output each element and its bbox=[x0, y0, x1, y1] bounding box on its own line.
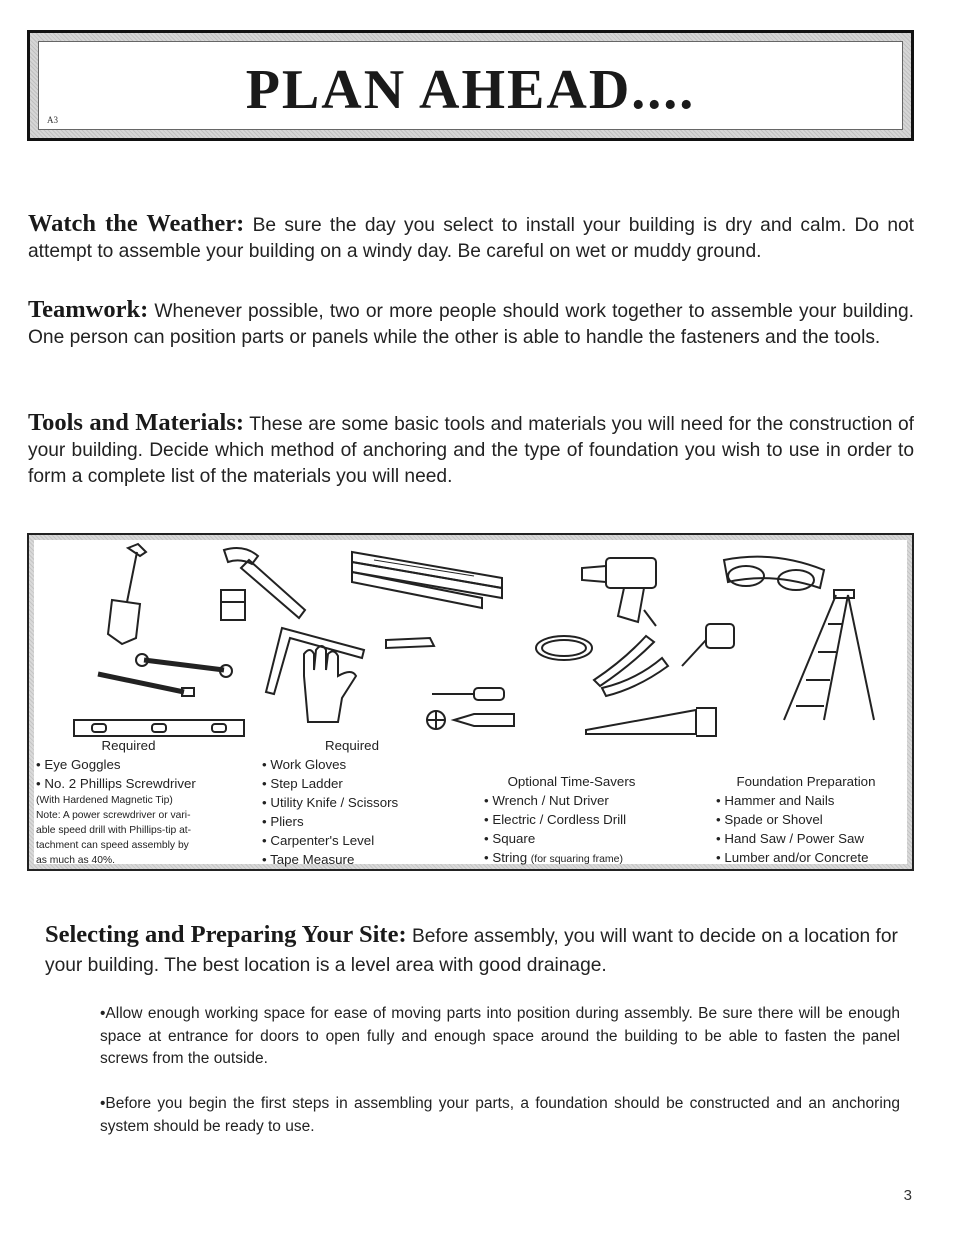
list-item: • Work Gloves bbox=[262, 757, 347, 772]
list-item: • Electric / Cordless Drill bbox=[484, 812, 627, 827]
list-item bbox=[484, 848, 704, 869]
list-item: • Pliers bbox=[262, 814, 304, 829]
weather-paragraph bbox=[28, 211, 914, 265]
list-item: • No. 2 Phillips Screwdriver bbox=[36, 776, 196, 791]
screwdriver-icon bbox=[432, 688, 504, 700]
list-item: • Hand Saw / Power Saw bbox=[716, 831, 865, 846]
optional-column bbox=[484, 772, 704, 869]
lumber-icon bbox=[352, 552, 502, 608]
section-code: A3 bbox=[47, 115, 58, 125]
list-item: • Square bbox=[484, 831, 536, 846]
nut-driver-icon bbox=[98, 674, 194, 696]
note-line: tachment can speed assembly by bbox=[36, 840, 189, 851]
list-item: • Tape Measure bbox=[262, 852, 355, 867]
string-label: • String bbox=[484, 850, 528, 865]
list-item: • Spade or Shovel bbox=[716, 812, 823, 827]
list-item: • Wrench / Nut Driver bbox=[484, 793, 609, 808]
column-header: Optional Time-Savers bbox=[507, 774, 636, 789]
required-column-1 bbox=[36, 736, 256, 868]
column-header: Required bbox=[101, 738, 156, 753]
tools-text: These are some basic tools and materials you will need for the construction of your building. Decide which method of anchoring and the type of foundation you wish to use in order to form a complete list of the materials you will need. bbox=[28, 414, 914, 487]
site-paragraph bbox=[45, 920, 905, 980]
hand-saw-icon bbox=[586, 708, 716, 736]
tools-heading: Tools and Materials: bbox=[28, 409, 245, 436]
wrench-icon bbox=[136, 654, 232, 677]
goggles-icon bbox=[724, 557, 824, 590]
note-line: able speed drill with Phillips-tip at- bbox=[36, 825, 192, 836]
title-banner bbox=[27, 30, 914, 141]
work-gloves-icon bbox=[304, 646, 356, 722]
step-ladder-icon bbox=[784, 590, 874, 720]
utility-knife-icon bbox=[386, 638, 434, 648]
teamwork-heading: Teamwork: bbox=[28, 296, 149, 323]
string-note: (for squaring frame) bbox=[530, 853, 623, 865]
phillips-tip-icon bbox=[427, 711, 514, 729]
site-text: Before assembly, you will want to decide on a location for your building. The best location is a level area with good drainage. bbox=[45, 926, 898, 976]
site-heading: Selecting and Preparing Your Site: bbox=[45, 921, 407, 948]
required-column-2 bbox=[262, 736, 472, 869]
string-icon bbox=[536, 636, 592, 660]
list-item: • Lumber and/or Concrete bbox=[716, 850, 869, 865]
teamwork-paragraph bbox=[28, 297, 914, 351]
page-number: 3 bbox=[903, 1187, 912, 1204]
tape-measure-icon bbox=[682, 624, 734, 666]
tools-panel-inner bbox=[34, 540, 907, 867]
level-icon bbox=[74, 720, 244, 736]
note-line: Note: A power screwdriver or vari- bbox=[36, 810, 191, 821]
tools-paragraph bbox=[28, 410, 914, 490]
list-item: • Hammer and Nails bbox=[716, 793, 835, 808]
weather-heading: Watch the Weather: bbox=[28, 210, 245, 237]
note-line: as much as 40%. bbox=[36, 855, 115, 866]
column-header: Foundation Preparation bbox=[736, 774, 876, 789]
tools-panel bbox=[27, 533, 914, 871]
hammer-icon bbox=[221, 548, 305, 620]
list-item: • Step Ladder bbox=[262, 776, 343, 791]
note-line: (With Hardened Magnetic Tip) bbox=[36, 795, 173, 806]
list-item: •Before you begin the first steps in assembling your parts, a foundation should be constructed and an anchoring system should be ready to use. bbox=[100, 1095, 900, 1135]
list-item: • Utility Knife / Scissors bbox=[262, 795, 399, 810]
list-item: •Allow enough working space for ease of moving parts into position during assembly. Be sure there will be enough space at entrance for doors to open fully and enough space around the building to be able to fasten the panel screws from the outside. bbox=[100, 1005, 900, 1067]
list-item: • Eye Goggles bbox=[36, 757, 121, 772]
foundation-column bbox=[716, 772, 906, 867]
column-header: Required bbox=[325, 738, 379, 753]
shovel-icon bbox=[108, 544, 146, 644]
page-title: PLAN AHEAD.... bbox=[245, 59, 696, 121]
title-banner-inner bbox=[38, 41, 903, 130]
pliers-icon bbox=[594, 636, 668, 696]
list-item: • Carpenter's Level bbox=[262, 833, 375, 848]
weather-text: Be sure the day you select to install your building is dry and calm. Do not attempt to assemble your building on a windy day. Be careful on wet or muddy ground. bbox=[28, 215, 914, 262]
drill-icon bbox=[582, 558, 656, 626]
teamwork-text: Whenever possible, two or more people should work together to assemble your building. One person can position parts or panels while the other is able to handle the fasteners and the tools. bbox=[28, 301, 914, 348]
